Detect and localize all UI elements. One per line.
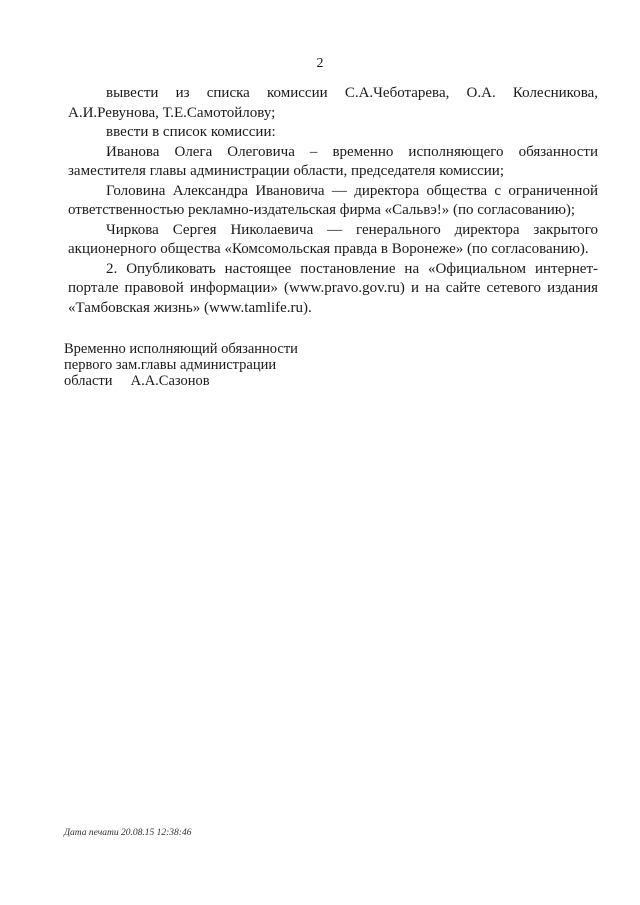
paragraph-add-members-intro: ввести в список комиссии:: [106, 124, 276, 140]
signature-line-title: первого зам.главы администрации: [64, 357, 277, 373]
signature-block: [64, 341, 298, 389]
paragraph-ivanov: Иванова Олега Олеговича – временно исполняющего обязанности заместителя главы администрации области, председателя комиссии;: [68, 143, 598, 179]
document-body: [68, 84, 598, 318]
paragraph-golovin: Головина Александра Ивановича — директора общества с ограниченной ответственностью рекламно-издательская фирма «Сальвэ!» (по согласованию);: [68, 182, 598, 218]
page-number: 2: [316, 56, 324, 71]
paragraph-remove-members: вывести из списка комиссии С.А.Чеботарева, О.А. Колесникова, А.И.Ревунова, Т.Е.Самотойлову;: [68, 85, 598, 121]
paragraph-publish: 2. Опубликовать настоящее постановление на «Официальном интернет-портале правовой информации» (www.pravo.gov.ru) и на сайте сетевого издания «Тамбовская жизнь» (www.tamlife.ru).: [68, 260, 598, 316]
paragraph-chirkov: Чиркова Сергея Николаевича — генерального директора закрытого акционерного общества «Комсомольская правда в Воронеже» (по согласованию).: [68, 221, 598, 257]
print-date: Дата печати 20.08.15 12:38:46: [64, 828, 192, 838]
signature-line-position: Временно исполняющий обязанности: [64, 341, 298, 357]
signature-line-name: области А.А.Сазонов: [64, 373, 210, 389]
